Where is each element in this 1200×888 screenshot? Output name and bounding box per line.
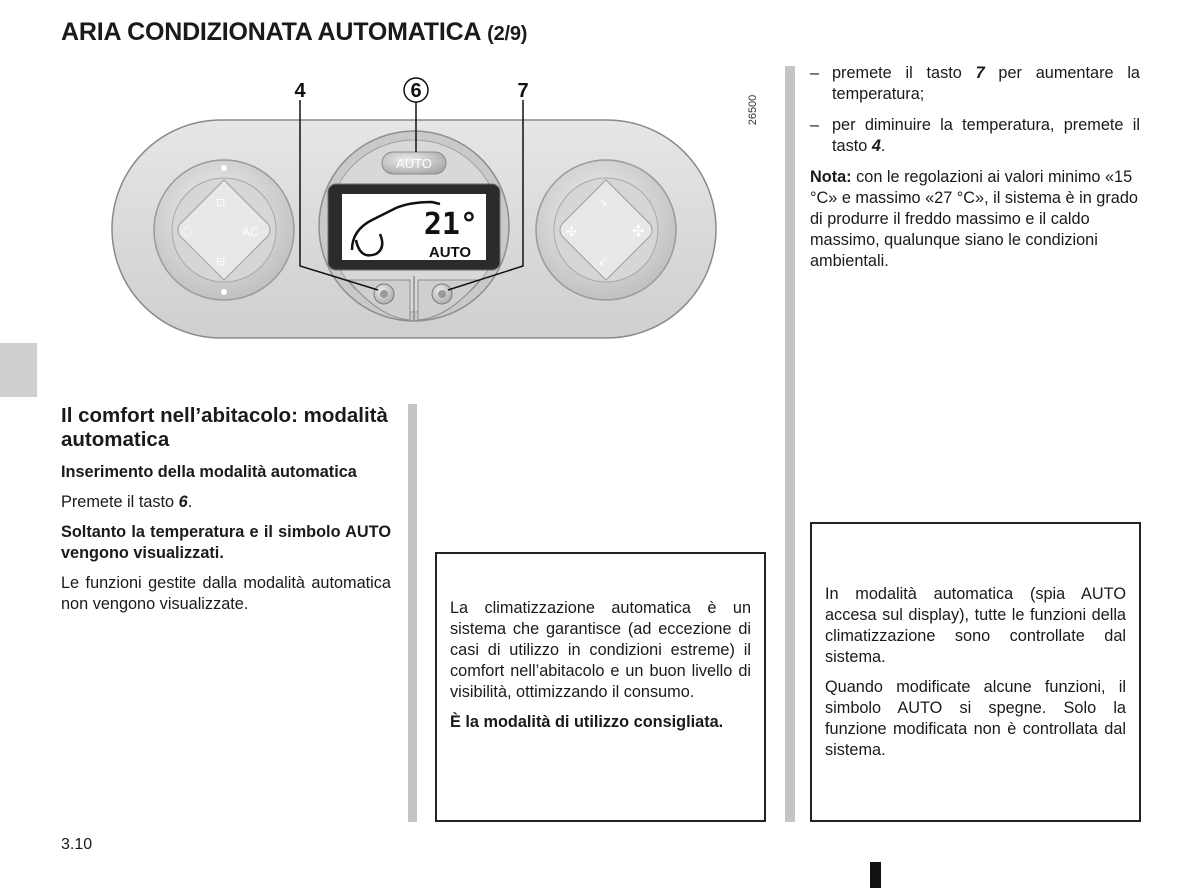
display-temperature: 21°	[423, 207, 478, 242]
title-part: (2/9)	[487, 23, 528, 45]
list-item: – premete il tasto 7 per aumentare la temperatura;	[810, 64, 1140, 103]
callout-7: 7	[517, 80, 529, 102]
svg-text:⊟: ⊟	[216, 255, 226, 268]
box-right-paragraph-1: In modalità automatica (spia AUTO accesa sul display), tutte le funzioni della climatizzazione sono controllate dal sistema.	[825, 585, 1126, 666]
info-box-left	[435, 552, 766, 822]
key-reference: 4	[871, 137, 881, 155]
key-reference: 7	[975, 64, 985, 82]
svg-text:✣: ✣	[566, 225, 577, 240]
callout-4: 4	[294, 80, 306, 102]
auto-button-label: AUTO	[396, 156, 432, 171]
right-knob	[536, 160, 676, 300]
instruction-step: Premete il tasto 6.	[61, 493, 193, 511]
subheading: Inserimento della modalità automatica	[61, 463, 357, 481]
box-right-paragraph-2: Quando modificate alcune funzioni, il simbolo AUTO si spegne. Solo la funzione modificata non è controllata dal sistema.	[825, 678, 1126, 759]
page-number: 3.10	[61, 836, 93, 853]
figure-reference: 26500	[747, 94, 759, 126]
svg-text:✣: ✣	[632, 222, 645, 240]
key-reference: 6	[178, 493, 188, 511]
center-unit	[319, 131, 509, 321]
note-paragraph: Nota: con le regolazioni ai valori minimo «15 °C» e massimo «27 °C», il sistema è in grado di produrre il freddo massimo e il caldo massimo, qualunque siano le condizioni ambientali.	[810, 168, 1138, 270]
page-marker	[870, 862, 881, 888]
note-label: Nota:	[810, 168, 852, 186]
instruction-list	[810, 63, 1140, 157]
svg-text:↙: ↙	[598, 254, 609, 268]
svg-text:↘: ↘	[598, 195, 609, 209]
box-left-paragraph: La climatizzazione automatica è un sistema che garantisce (ad eccezione di casi di utilizzo in condizioni estreme) il comfort nell’abitacolo e un buon livello di visibilità, ottimizzando il consumo.	[450, 599, 751, 701]
display-note: Soltanto la temperatura e il simbolo AUTO vengono visualizzati.	[61, 523, 391, 562]
right-column	[810, 63, 1140, 272]
climate-panel-illustration	[110, 68, 760, 358]
svg-text:◌: ◌	[182, 224, 193, 238]
display-mode: AUTO	[428, 244, 472, 261]
callout-6: 6	[410, 80, 422, 102]
svg-text:⊡: ⊡	[216, 196, 226, 209]
info-box-right	[810, 522, 1141, 822]
ac-label: AC	[242, 225, 259, 239]
page-title: ARIA CONDIZIONATA AUTOMATICA (2/9)	[61, 18, 528, 46]
chapter-tab	[0, 343, 37, 397]
section-heading: Il comfort nell’abitacolo: modalità automatica	[61, 404, 388, 451]
column-divider-right	[785, 66, 795, 822]
box-left-recommendation: È la modalità di utilizzo consigliata.	[450, 713, 724, 731]
left-knob	[154, 160, 294, 300]
section-paragraph: Le funzioni gestite dalla modalità automatica non vengono visualizzate.	[61, 574, 391, 613]
climate-control-figure	[110, 68, 760, 358]
list-item: – per diminuire la temperatura, premete il tasto 4.	[810, 116, 1140, 155]
column-divider-left	[408, 404, 417, 822]
section-left-column	[61, 404, 391, 615]
